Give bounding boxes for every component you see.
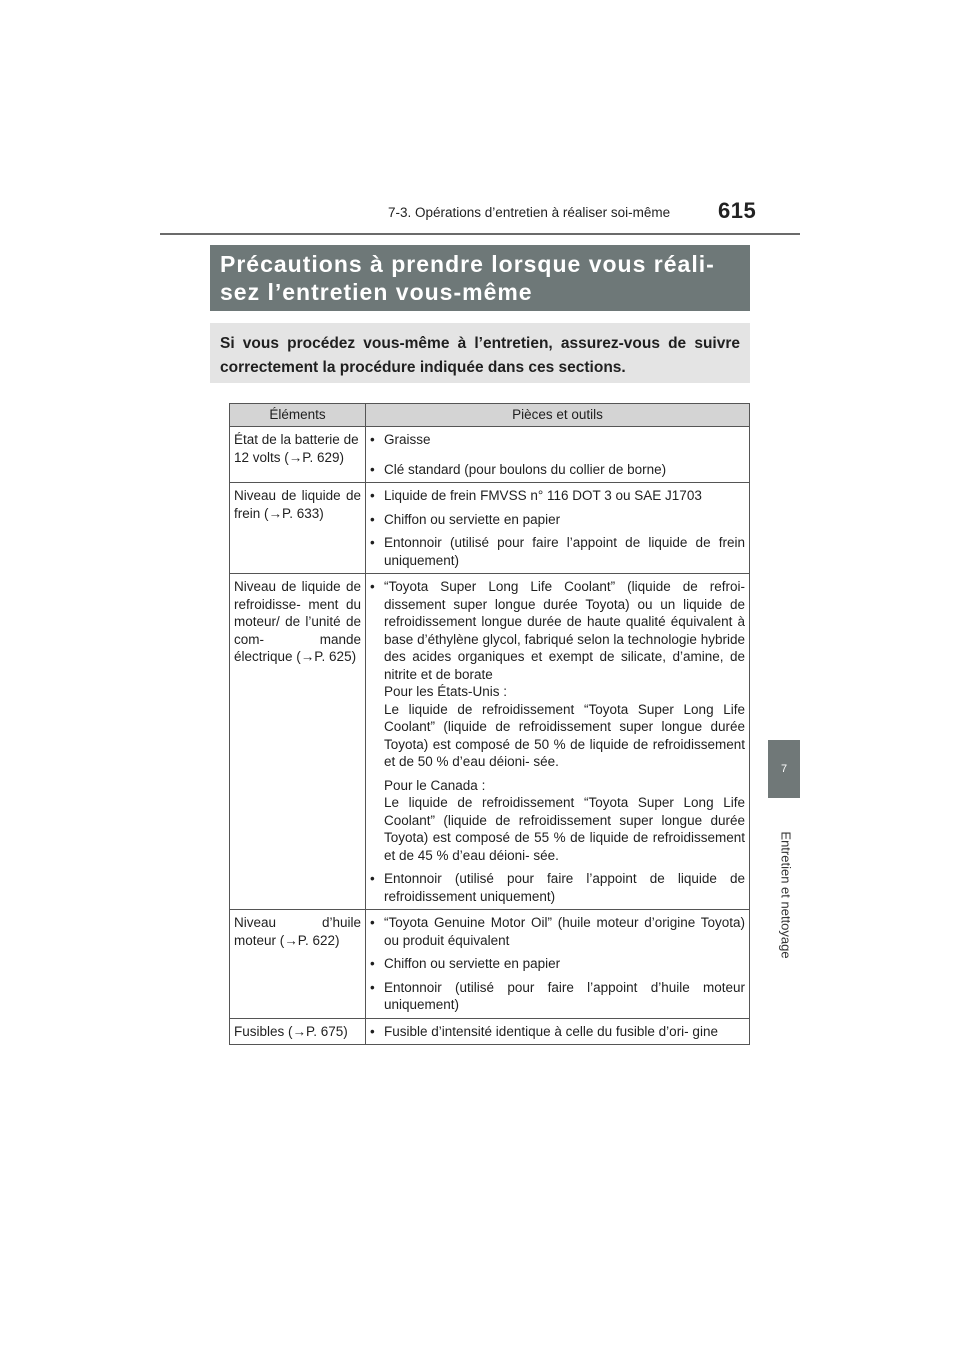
list-item: • “Toyota Genuine Motor Oil” (huile moteur d’origine Toyota) ou produit équivalent [370,914,745,949]
section-title-line-2: sez l’entretien vous-même [220,279,533,305]
list-item: • Entonnoir (utilisé pour faire l’appoint de liquide de frein uniquement) [370,534,745,569]
intro-note: Si vous procédez vous-même à l’entretien, assurez-vous de suivre correctement la procédure indiquée dans ces sections. [210,323,750,383]
us-coolant-note [370,683,745,771]
chapter-tab: 7 [768,740,800,798]
table-row [230,910,750,1019]
table-row [230,1018,750,1045]
list-item: • Fusible d’intensité identique à celle du fusible d’ori- gine [370,1023,745,1041]
element-cell: Niveau d’huile moteur (→P. 622) [230,910,366,1019]
canada-coolant-note [370,777,745,865]
us-coolant-heading: Pour les États-Unis : [384,684,508,699]
tools-cell [366,483,750,574]
column-header-tools: Pièces et outils [366,404,750,427]
table-header-row [230,404,750,427]
table-row [230,574,750,910]
table-row [230,427,750,483]
tools-cell [366,427,750,483]
list-item: • Chiffon ou serviette en papier [370,955,745,973]
tools-cell [366,574,750,910]
section-title [210,245,750,311]
table-row [230,483,750,574]
list-item: • Entonnoir (utilisé pour faire l’appoint de liquide de refroidissement uniquement) [370,870,745,905]
tools-cell [366,910,750,1019]
element-cell: Fusibles (→P. 675) [230,1018,366,1045]
chapter-label: Entretien et nettoyage [778,831,794,959]
list-item: • Entonnoir (utilisé pour faire l’appoint d’huile moteur uniquement) [370,979,745,1014]
list-item: • Liquide de frein FMVSS n° 116 DOT 3 ou SAE J1703 [370,487,745,505]
column-header-elements: Éléments [230,404,366,427]
header-divider [160,233,800,235]
list-item: • Graisse [370,431,745,449]
canada-coolant-text: Le liquide de refroidissement “Toyota Super Long Life Coolant” (liquide de refroidissement super longue durée Toyota) est composé de 55 % de liquide de refroidissement et de 45 % d’eau déioni- sée. [384,795,745,863]
tools-cell [366,1018,750,1045]
section-header: 7-3. Opérations d’entretien à réaliser soi-même [388,205,671,220]
list-item: • Clé standard (pour boulons du collier de borne) [370,461,745,479]
element-cell: Niveau de liquide de frein (→P. 633) [230,483,366,574]
parts-tools-table [229,403,750,1045]
page-number: 615 [718,198,757,223]
canada-coolant-heading: Pour le Canada : [384,777,486,793]
us-coolant-text: Le liquide de refroidissement “Toyota Super Long Life Coolant” (liquide de refroidissement super longue durée Toyota) est composé de 50 % de liquide de refroidissement et de 50 % d’eau déioni- sée. [384,701,745,769]
list-item: • Chiffon ou serviette en papier [370,511,745,529]
element-cell: Niveau de liquide de refroidisse- ment du moteur/ de l’unité de com- mande électrique (→P. 625) [230,574,366,910]
list-item: • “Toyota Super Long Life Coolant” (liquide de refroi- dissement super longue durée Toyota) ou un liquide de refroidissement longue durée de haute qualité équivalent à base d’éthylène glycol, fabriqué selon la technologie hybride des acides organiques et exempt de silicate, d’amine, de nitrite et de borate [370,578,745,683]
element-cell: État de la batterie de 12 volts (→P. 629) [230,427,366,483]
section-title-line-1: Précautions à prendre lorsque vous réali- [220,251,715,277]
